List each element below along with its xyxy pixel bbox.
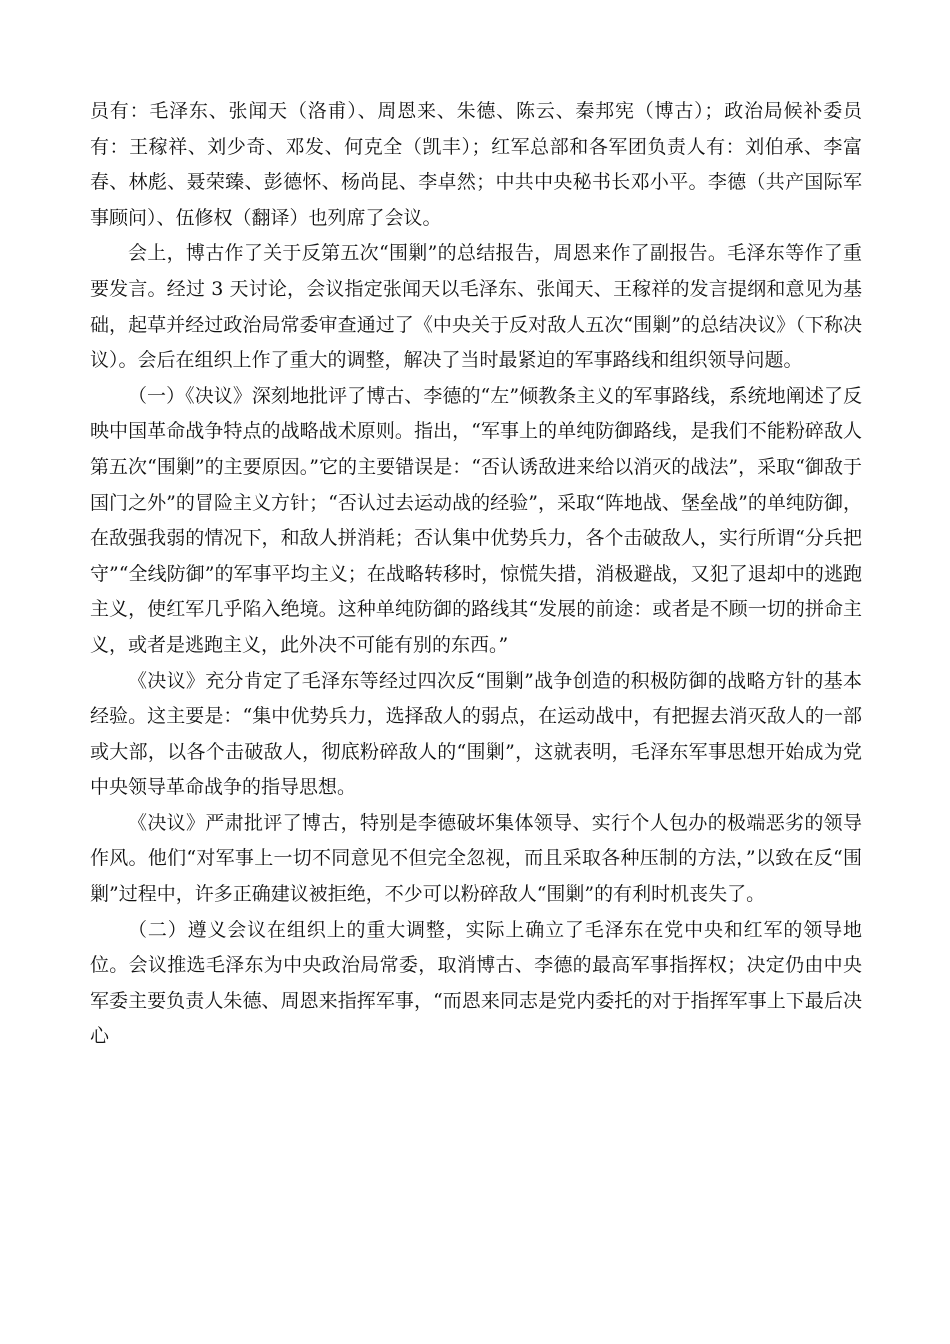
paragraph-section-two: （二）遵义会议在组织上的重大调整，实际上确立了毛泽东在党中央和红军的领导地位。会议推选毛泽东为中央政治局常委，取消博古、李德的最高军事指挥权；决定仍由中央军委主要负责人朱德、周恩来指挥军事，“而恩来同志是党内委托的对于指挥军事上下最后决心 bbox=[90, 918, 862, 1048]
paragraph-criticism: 《决议》严肃批评了博古，特别是李德破坏集体领导、实行个人包办的极端恶劣的领导作风。他们“对军事上一切不同意见不但完全忽视，而且采取各种压制的方法，”以致在反“围剿”过程中，许多正确建议被拒绝，不少可以粉碎敌人“围剿”的有利时机丧失了。 bbox=[90, 811, 862, 906]
paragraph-continued: 员有：毛泽东、张闻天（洛甫）、周恩来、朱德、陈云、秦邦宪（博古）；政治局候补委员有：王稼祥、刘少奇、邓发、何克全（凯丰）；红军总部和各军团负责人有：刘伯承、李富春、林彪、聂荣臻、彭德怀、杨尚昆、李卓然；中共中央秘书长邓小平。李德（共产国际军事顾问）、伍修权（翻译）也列席了会议。 bbox=[90, 100, 862, 229]
paragraph-affirmation: 《决议》充分肯定了毛泽东等经过四次反“围剿”战争创造的积极防御的战略方针的基本经验。这主要是：“集中优势兵力，选择敌人的弱点，在运动战中，有把握去消灭敌人的一部或大部，以各个击破敌人，彻底粉碎敌人的“围剿”，这就表明，毛泽东军事思想开始成为党中央领导革命战争的指导思想。 bbox=[90, 669, 862, 799]
paragraph-section-one: （一）《决议》深刻地批评了博古、李德的“左”倾教条主义的军事路线，系统地阐述了反映中国革命战争特点的战略战术原则。指出，“军事上的单纯防御路线，是我们不能粉碎敌人第五次“围剿”的主要原因。”它的主要错误是：“否认诱敌进来给以消灭的战法”，采取“御敌于国门之外”的冒险主义方针；“否认过去运动战的经验”，采取“阵地战、堡垒战”的单纯防御，在敌强我弱的情况下，和敌人拼消耗；否认集中优势兵力，各个击破敌人，实行所谓“分兵把守”“全线防御”的军事平均主义；在战略转移时，惊慌失措，消极避战，又犯了退却中的逃跑主义，使红军几乎陷入绝境。这种单纯防御的路线其“发展的前途：或者是不顾一切的拼命主义，或者是逃跑主义，此外决不可能有别的东西。” bbox=[90, 384, 862, 656]
document-body bbox=[90, 94, 862, 1055]
paragraph-meeting-report: 会上，博古作了关于反第五次“围剿”的总结报告，周恩来作了副报告。毛泽东等作了重要发言。经过 3 天讨论，会议指定张闻天以毛泽东、张闻天、王稼祥的发言提纲和意见为基础，起草并经过政治局常委审查通过了《中央关于反对敌人五次“围剿”的总结决议》（下称决议）。会后在组织上作了重大的调整，解决了当时最紧迫的军事路线和组织领导问题。 bbox=[90, 242, 862, 372]
